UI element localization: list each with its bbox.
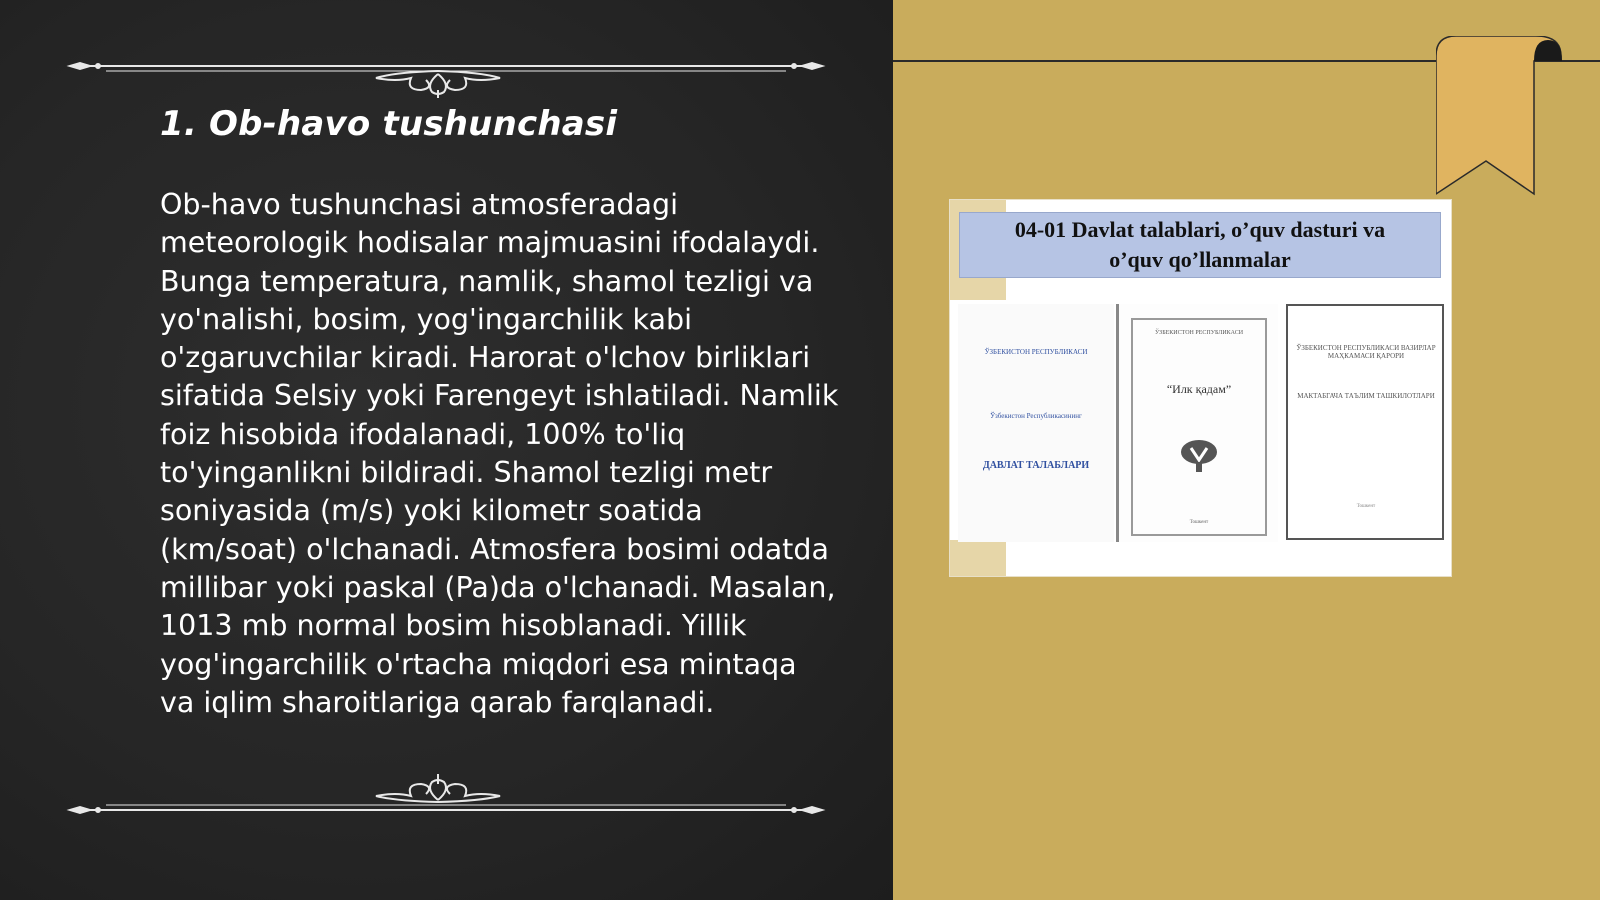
bookmark-icon: [1436, 36, 1566, 201]
cover-text: МАКТАБГАЧА ТАЪЛИМ ТАШКИЛОТЛАРИ: [1297, 392, 1435, 400]
document-image: [950, 200, 1451, 576]
cover-text: ЎЗБЕКИСТОН РЕСПУБЛИКАСИ: [1154, 330, 1244, 336]
image-header-line-1: 04-01 Davlat talablari, o’quv dasturi va: [1014, 217, 1386, 242]
cover-text: ЎЗБЕКИСТОН РЕСПУБЛИКАСИ: [984, 348, 1088, 356]
image-header-line-2: o’quv qo’llanmalar: [1109, 247, 1291, 272]
emblem-icon: [1179, 438, 1219, 474]
book-cover-first-step: [1116, 304, 1278, 542]
cover-title: ДАВЛАТ ТАЛАБЛАРИ: [982, 460, 1090, 471]
cover-title: “Илк қадам”: [1166, 382, 1232, 396]
book-cover-cabinet-decree: [1286, 304, 1444, 540]
cover-text: ЎЗБЕКИСТОН РЕСПУБЛИКАСИ ВАЗИРЛАР МАҲКАМАСИ ҚАРОРИ: [1296, 344, 1436, 360]
top-ornament-divider: [66, 38, 826, 98]
book-cover-state-requirements: [958, 304, 1114, 542]
cover-text: Ўзбекистон Республикасининг: [990, 412, 1082, 420]
cover-frame: [1131, 318, 1267, 536]
cover-text: Тошкент: [1356, 504, 1376, 509]
image-header-banner: [959, 212, 1441, 278]
bottom-ornament-divider: [66, 774, 826, 834]
cover-text: Тошкент: [1189, 520, 1209, 525]
slide-body-text: Ob-havo tushunchasi atmosferadagi meteorologik hodisalar majmuasini ifodalaydi. Bunga temperatura, namlik, shamol tezligi va yo'nalishi, bosim, yog'ingarchilik kabi o'zgaruvchilar kiradi. Harorat o'lchov birliklari sifatida Selsiy yoki Farengeyt ishlatiladi. Namlik foiz hisobida ifodalanadi, 100% to'liq to'yinganlikni bildiradi. Shamol tezligi metr soniyasida (m/s) yoki kilometr soatida (km/soat) o'lchanadi. Atmosfera bosimi odatda millibar yoki paskal (Pa)da o'lchanadi. Masalan, 1013 mb normal bosim hisoblanadi. Yillik yog'ingarchilik o'rtacha miqdori esa mintaqa va iqlim sharoitlariga qarab farqlanadi.: [160, 188, 839, 719]
slide-title: 1. Ob-havo tushunchasi: [160, 104, 618, 144]
image-corner-decoration: [950, 540, 1006, 576]
